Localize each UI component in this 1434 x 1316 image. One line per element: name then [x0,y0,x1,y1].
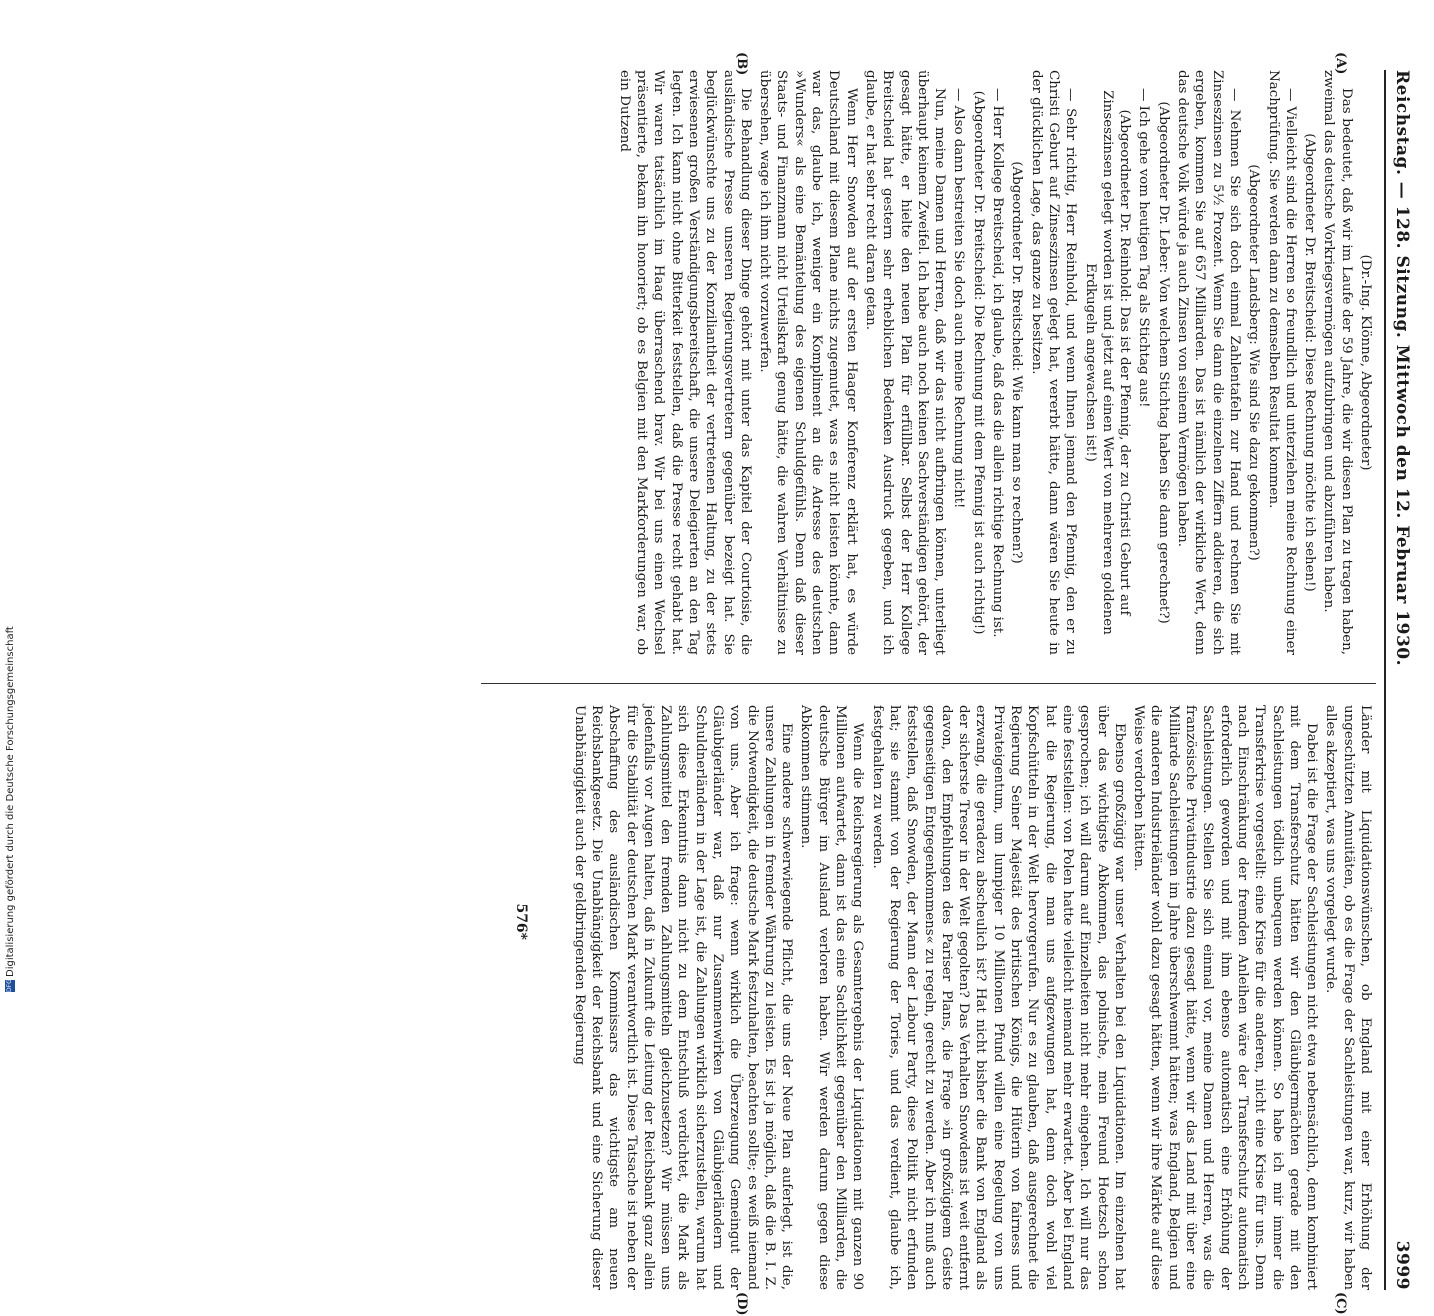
paragraph: — Herr Kollege Breitscheid, ich glaube, daß das die allein richtige Rechnung ist. [990,88,1006,638]
margin-marker-d: (D) [734,1292,749,1316]
paragraph: Länder mit Liquidationswünschen, ob England mit einer Erhöhung der ungeschützten Annuitäten, ob es die Frage der Sachleistungen war, kurz, wir haben alles akzeptiert, was uns vorgelegt wurde. [1323,705,1373,1290]
paragraph: Die Behandlung dieser Dinge gehört mit unter das Kapitel der Courtoisie, die ausländische Presse unseren Regierungsvertretern gegenüber bezeigt hat. Sie beglückwünschte uns zu der Konziliantheit der vertretenen Haltung, zu der stets erwiesenen großen Verständigungsbereitschaft, die unsere Delegierten an den Tag legten. Ich kann nicht ohne Bitterkeit feststellen, daß die Presse recht gehabt hat. Wir waren tatsächlich im Haag überraschend brav. Wir bei uns einen Wechsel präsentierte, bekam ihn honoriert; ob es Belgien mit den Markforderungen war, ob ein Dutzend [616,70,753,655]
header-rule [1384,70,1386,1290]
paragraph: (Dr.-Ing. Klönne, Abgeordneter) [1358,254,1373,471]
column-divider [481,683,1376,684]
paragraph: — Also dann bestreiten Sie doch auch meine Rechnung nicht! [951,88,967,509]
paragraph: — Nehmen Sie sich doch einmal Zahlentafeln zur Hand und rechnen Sie mit Zinseszinsen zu 5½ Prozent. Wenn Sie dann die einzelnen Ziffern addieren, die sich ergeben, kommen Sie auf 657 Milliarden. Das ist nämlich der wirkliche Wert, denn das deutsche Volk würde ja auch Zinsen von seinem Vermögen haben. [1175,70,1242,655]
paragraph: — Vielleicht sind die Herren so freundlich und unterziehen meine Rechnung einer Nachprüfung. Sie werden dann zu demselben Resultat kommen. [1265,70,1298,655]
left-column [614,70,1374,655]
header-title: Reichstag. — 128. Sitzung. Mittwoch den 12. Februar 1930. [1392,70,1412,667]
page-number: 3999 [1392,1240,1412,1290]
interjection: (Abgeordneter Dr. Leber: Von welchem Stichtag haben Sie dann gerechnet?) [1155,101,1171,624]
dfg-logo-icon: DFG [6,979,13,992]
interjection: (Abgeordneter Dr. Breitscheid: Die Rechnung mit dem Pfennig ist auch richtig!) [970,90,986,635]
paragraph: Dabei ist die Frage der Sachleistungen nicht etwa nebensächlich, denn kombiniert mit dem Transferschutz hätten wir den Gläubigermächten gerade mit den Sachleistungen tödlich unbequem werden können. So habe ich mir immer die Transferkrise vorgestellt: eine Krise für die anderen, nicht eine Krise für uns. Denn nach Einschränkung der fremden Anleihen wäre der Transferschutz automatisch erforderlich geworden und mit ihm ebenso automatisch eine Erhöhung der Sachleistungen. Stellen Sie sich einmal vor, meine Damen und Herren, was die französische Privatindustrie dazu gesagt hätte, wenn wir das Land mit über eine Milliarde Sachleistungen im Jahre überschwemmt hätten; was England, Belgien und die anderen Industrieländer wohl dazu gesagt hätten, wenn wir ihre Märkte auf diese Weise verdorben hätten. [1131,705,1320,1290]
paragraph: Eine andere schwerwiegende Pflicht, die uns der Neue Plan auferlegt, ist die, unsere Zahlungen in fremder Währung zu leisten. Es ist ja möglich, daß die B. I. Z. die Notwendigkeit, die deutsche Mark festzuhalten, beachten sollte; es weiß niemand von uns. Aber ich frage: wenn wirklich die Überzeugung Gemeingut der Gläubigerländer war, daß nur Zusammenwirken von Gläubigerländern und Schuldnerländern in der Lage ist, die Zahlungen wirklich sicherzustellen, warum hat sich diese Erkenntnis dann nicht zu dem Entschluß verdichtet, die Mark als Zahlungsmittel den fremden Zahlungsmitteln gleichzusetzen? Wir müssen uns jedenfalls vor Augen halten, daß in Zukunft die Leitung der Reichsbank ganz allein für die Stabilität der deutschen Mark verantwortlich ist. Diese Tatsache ist neben der Abschaffung des ausländischen Kommissars das wichtigste am neuen Reichsbankgesetz. Die Unabhängigkeit der Reichsbank und eine Sicherung dieser Unabhängigkeit auch der geldbringenden Regierung [571,705,795,1290]
interjection: (Abgeordneter Dr. Breitscheid: Diese Rechnung möchte ich sehen!) [1302,133,1318,592]
paragraph: Wenn die Reichsregierung als Gesamtergebnis der Liquidationen mit ganzen 90 Millionen aufwartet, dann ist das eine Sachlichkeit gegenüber den Milliarden, die deutsche Bürger im Ausland verloren haben. Wir werden darum gegen diese Abkommen stimmen. [798,705,866,1290]
margin-marker-a: (A) [1333,52,1348,75]
interjection: (Abgeordneter Landsberg: Wie sind Sie dazu gekommen?) [1246,164,1262,561]
signature-code: 576* [513,903,529,940]
margin-marker-b: (B) [734,52,749,76]
paragraph: Wenn Herr Snowden auf der ersten Haager Konferenz erklärt hat, es würde Deutschland mit diesem Plane nichts zugemutet, was es nicht leisten könnte, dann war das, glaube ich, weniger ein Kompliment an die Adresse des deutschen »Wunders« als eine Bemäntelung des eigenen Schuldgefühls. Denn daß dieser Staats- und Finanzmann nicht Urteilskraft genug hätte, die wahren Verhältnisse zu übersehen, wage ich ihm nicht vorzuwerfen. [757,70,859,655]
paragraph: — Sehr richtig, Herr Reinhold, und wenn Ihnen jemand den Pfennig, den er zu Christi Geburt auf Zinseszinsen gelegt hat, vererbt hätte, dann wären Sie heute in der glücklichen Lage, das ganze zu besitzen. [1028,70,1079,655]
paragraph: Ebenso großzügig war unser Verhalten bei den Liquidationen. Im einzelnen hat über das wichtigste Abkommen, das polnische, mein Freund Hoetzsch schon gesprochen; ich will darum auf Einzelheiten nicht mehr eingehen. Ich will nur das eine feststellen: von Polen hatte vielleicht niemand mehr erwartet. Aber bei England hat die Regierung, die man uns aufgezwungen hat, denn doch wohl viel Kopfschütteln in der Welt hervorgerufen. Nur es zu glauben, daß ausgerechnet die Regierung Seiner Majestät des britischen Königs, die Hüterin von fairness und Privateigentum, um lumpiger 10 Millionen Pfund willen eine Regelung von uns erzwang, die geradezu abscheulich ist? Hat nicht bisher die Bank von England als der sicherste Tresor in der Welt gegolten? Das Verhalten Snowdens ist weit entfernt davon, den Empfehlungen des Pariser Plans, die Frage »in großzügigem Geiste gegenseitigen Entgegenkommens« zu regeln, gerecht zu werden. Aber ich muß auch feststellen, daß Snowden, der Mann der Labour Party, diese Politik nicht erfunden hat; sie stammt von der Regierung der Tories, und das verdient, glaube ich, festgehalten zu werden. [869,705,1127,1290]
page-header [1386,70,1412,1290]
margin-marker-c: (C) [1333,1292,1348,1315]
interjection: (Abgeordneter Dr. Reinhold: Das ist der Pfennig, der zu Christi Geburt auf Zinseszinsen gelegt worden ist und jetzt auf einen Wert von mehreren goldenen Erdkugeln angewachsen ist!) [1082,90,1133,635]
paragraph: Das bedeutet, daß wir im Laufe der 59 Jahre, die wir diesen Plan zu tragen haben, zweimal das deutsche Vorkriegsvermögen aufzubringen und abzuführen haben. [1321,70,1354,655]
right-column [568,705,1374,1290]
digitization-credit [5,626,16,992]
paragraph: Nun, meine Damen und Herren, daß wir das nicht aufbringen können, unterliegt überhaupt keinem Zweifel. Ich habe auch noch keinen Sachverständigen gehört, der gesagt hätte, er hielte den neuen Plan für erfüllbar. Selbst der Herr Kollege Breitscheid hat gestern sehr erheblichen Bedenken Ausdruck gegeben, und ich glaube, er hat sehr recht daran getan. [862,70,948,655]
interjection: (Abgeordneter Dr. Breitscheid: Wie kann man so rechnen?) [1009,161,1025,564]
credit-text: Digitalisierung gefördert durch die Deutsche Forschungsgemeinschaft [5,626,16,977]
paragraph: — Ich gehe vom heutigen Tag als Stichtag aus! [1136,88,1152,408]
